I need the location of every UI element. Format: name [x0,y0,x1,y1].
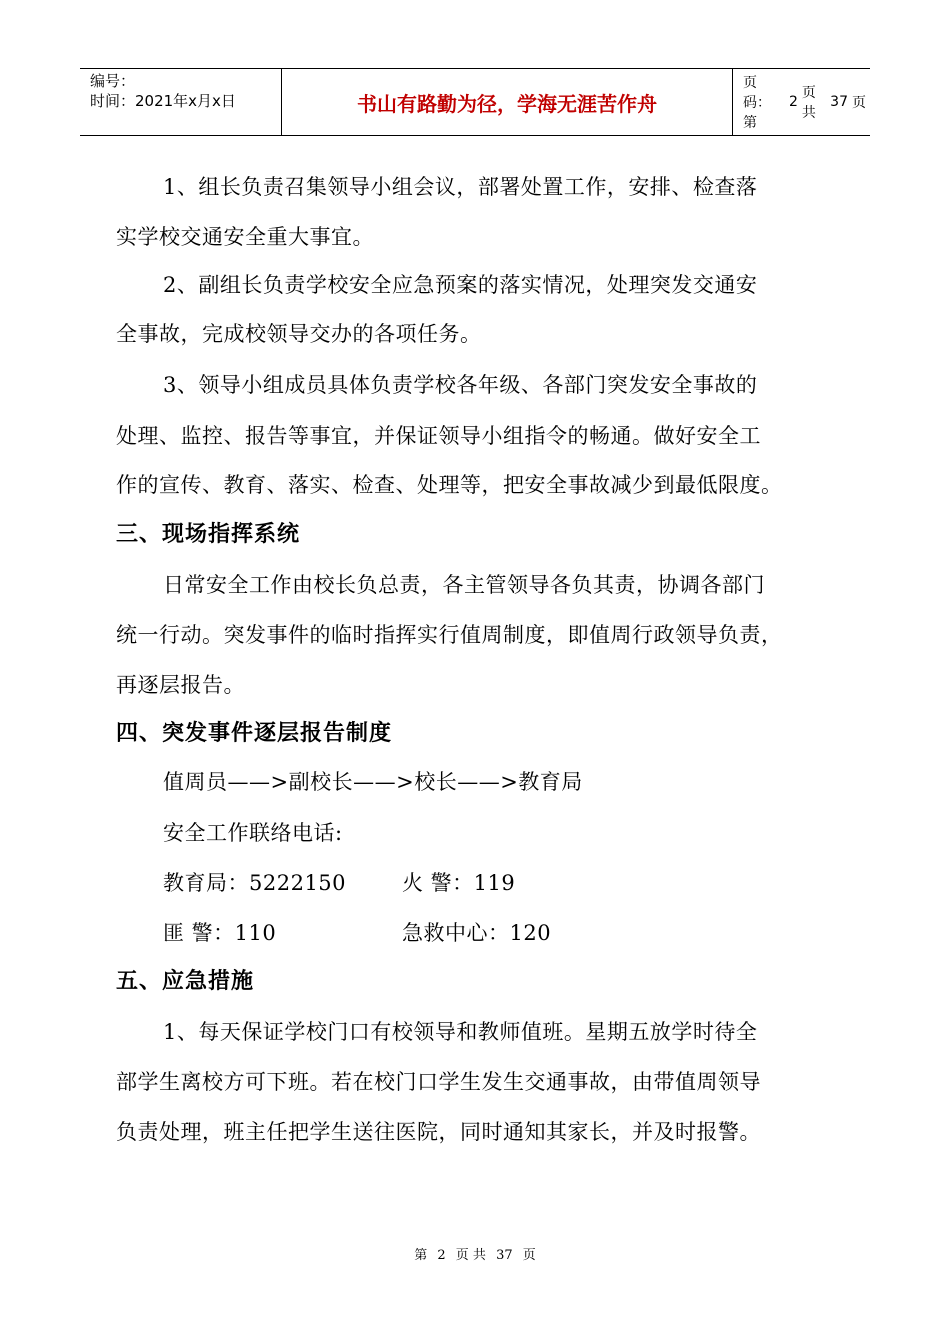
paragraph-1-line-2: 实学校交通安全重大事宜。 [116,225,374,249]
page-footer [0,1244,950,1263]
header-motto-cell [282,69,733,135]
page-suffix: 页 [852,95,866,111]
paragraph-5-line-3: 负责处理，班主任把学生送往医院，同时通知其家长，并及时报警。 [116,1120,761,1144]
section-heading-3: 三、现场指挥系统 [116,522,301,547]
report-chain: 值周员——>副校长——>校长——>教育局 [163,770,583,794]
paragraph-3-line-3: 作的宣传、教育、落实、检查、处理等，把安全事故减少到最低限度。 [116,473,783,497]
contact-fire: 火 警：119 [402,871,516,895]
paragraph-5-line-2: 部学生离校方可下班。若在校门口学生发生交通事故，由带值周领导 [116,1070,761,1094]
paragraph-4-line-3: 再逐层报告。 [116,673,245,697]
paragraph-1-line-1: 1、组长负责召集领导小组会议，部署处置工作，安排、检查落 [163,175,758,199]
footer-mid: 页 共 [455,1248,486,1263]
page-total: 37 [830,94,848,110]
page-mid-label: 页 共 [801,85,816,121]
footer-page-current: 2 [437,1248,446,1263]
contact-emergency-center: 急救中心：120 [402,921,552,945]
page-header [80,68,870,136]
paragraph-4-line-2: 统一行动。突发事件的临时指挥实行值周制度，即值周行政领导负责， [116,623,783,647]
section-heading-5: 五、应急措施 [116,969,255,994]
paragraph-3-line-2: 处理、监控、报告等事宜，并保证领导小组指令的畅通。做好安全工 [116,424,761,448]
paragraph-2-line-2: 全事故，完成校领导交办的各项任务。 [116,322,482,346]
document-number-label: 编号： [90,72,136,90]
footer-suffix: 页 [522,1248,536,1263]
header-motto: 书山有路勤为径，学海无涯苦作舟 [357,91,657,116]
paragraph-2-line-1: 2、副组长负责学校安全应急预案的落实情况，处理突发交通安 [163,273,758,297]
contact-title: 安全工作联络电话: [163,821,343,845]
document-date-label: 时间：2021年x月x日 [90,92,236,110]
contact-education-bureau: 教育局：5222150 [163,871,347,895]
footer-page-total: 37 [496,1248,513,1263]
contact-police: 匪 警：110 [163,921,277,945]
header-page-counter [733,69,870,135]
paragraph-5-line-1: 1、每天保证学校门口有校领导和教师值班。星期五放学时待全 [163,1020,758,1044]
page-current: 2 [788,94,798,110]
footer-prefix: 第 [414,1248,428,1263]
page-label: 页码：第 [743,75,771,131]
paragraph-3-line-1: 3、领导小组成员具体负责学校各年级、各部门突发安全事故的 [163,373,758,397]
header-meta [80,69,282,135]
paragraph-4-line-1: 日常安全工作由校长负总责，各主管领导各负其责，协调各部门 [163,573,765,597]
section-heading-4: 四、突发事件逐层报告制度 [116,721,393,746]
